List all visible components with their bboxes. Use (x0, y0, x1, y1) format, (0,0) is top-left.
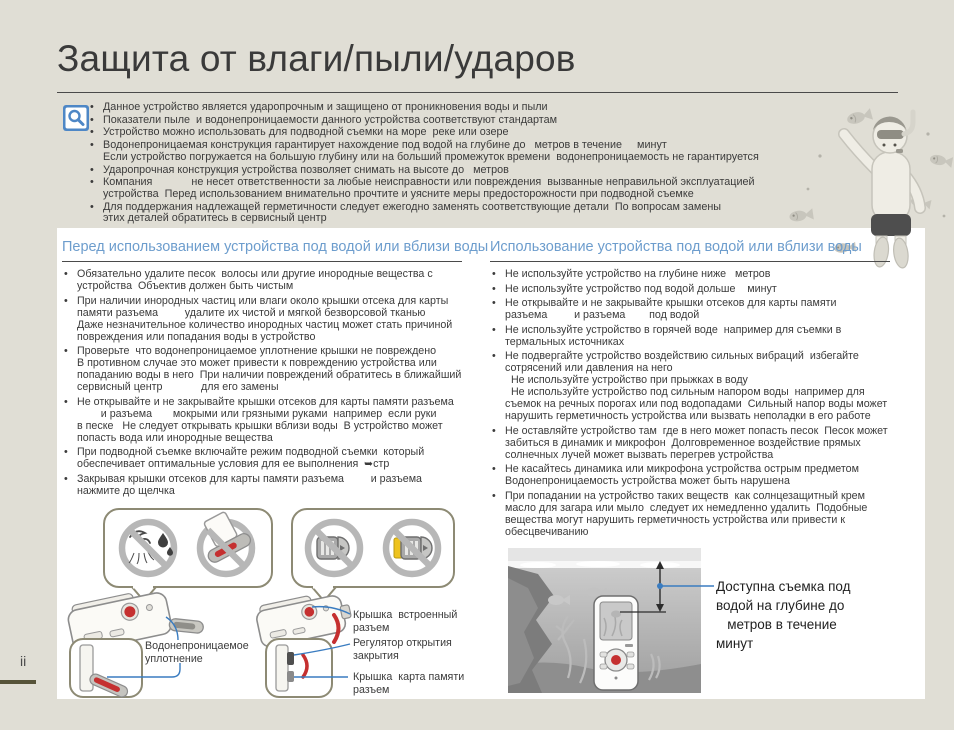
no-plug-wet-icon (386, 522, 438, 574)
intro-bullet: • Данное устройство является ударопрочным и защищено от проникновения воды и пыли (88, 102, 800, 114)
during-use-bullet: • Не открывайте и не закрывайте крышки отсеков для карты памяти разъема и разъема под водой (490, 297, 902, 321)
depth-caption: Доступна съемка под водой на глубине до метров в течение минут (716, 579, 851, 651)
section-heading-during-use: Использование устройства под водой или вблизи воды (490, 239, 862, 255)
camera-front-view (594, 596, 638, 690)
heading-rule (62, 261, 462, 262)
no-sand-water-panel (104, 507, 272, 601)
page-number: ii (20, 653, 27, 669)
footer-bar (0, 680, 36, 684)
during-use-bullet: • При попадании на устройство таких веществ как солнцезащитный крем масло для загара или мыло следует их немедленно удалить Подобные вещества могут нарушить герметичность устройства или привести к обесцвечиванию (490, 490, 902, 538)
intro-bullet: • Показатели пыле и водонепроницаемости данного устройства соответствуют стандартам (88, 115, 800, 127)
camera-diagrams (60, 503, 490, 703)
before-use-list (62, 268, 474, 499)
latch-knob (287, 652, 294, 665)
flipper (892, 237, 910, 269)
label-waterproof-seal: Водонепроницаемое уплотнение (145, 640, 249, 665)
fish-icon (929, 153, 953, 168)
during-use-bullet: • Не подвергайте устройство воздействию сильных вибраций избегайте сотрясений или давления на него Не используйте устройство при прыжках в воду Не используйте устройство под сильным напором воды например для съемок на речных порогах или под водопадами Сильный напор воды может нарушить герметичность устройства или вызвать неполадки в его работе (490, 350, 902, 422)
latch-detail-box (266, 639, 332, 697)
before-use-bullet: • При подводной съемке включайте режим подводной съемки который обеспечивает оптимальные условия для ее выполнения ➥стр (62, 446, 474, 470)
no-sand-water-icon (122, 522, 174, 574)
swim-trunks (871, 214, 911, 236)
intro-bullet: • Для поддержания надлежащей герметичности следует ежегодно заменять соответствующие детали По вопросам замены этих деталей обратитесь в сервисный центр (88, 202, 800, 225)
intro-bullet: • Устройство можно использовать для подводной съемки на море реке или озере (88, 127, 800, 139)
section-heading-before-use: Перед использованием устройства под водой или вблизи воды (62, 239, 489, 255)
before-use-bullet: • Обязательно удалите песок волосы или другие инородные вещества с устройства Объектив должен быть чистым (62, 268, 474, 292)
flipper (872, 236, 890, 268)
before-use-bullet: • Закрывая крышки отсеков для карты памяти разъема и разъема нажмите до щелчка (62, 473, 474, 497)
fish-icon (846, 108, 873, 126)
before-use-bullet: • Не открывайте и не закрывайте крышки отсеков для карты памяти разъема и разъема мокрыми или грязными руками например если руки в песке Не следует открывать крышки вблизи воды В устройство может попасть вода или инородные вещества (62, 396, 474, 444)
before-use-bullet: • Проверьте что водонепроницаемое уплотнение крышки не повреждено В противном случае это может привести к повреждению устройства или попаданию воды в него При наличии повреждений обратитесь в ближайший сервисный центр для его замены (62, 345, 474, 393)
page-title: Защита от влаги/пыли/ударов (57, 38, 576, 79)
during-use-bullet: • Не используйте устройство в горячей воде например для съемки в термальных источниках (490, 324, 902, 348)
fish-icon (789, 208, 814, 223)
seal-detail-box (70, 639, 142, 699)
underwater-photo (508, 548, 714, 693)
heading-rule (490, 261, 890, 262)
during-use-bullet: • Не касайтесь динамика или микрофона устройства острым предметом Водонепроницаемость устройства может быть нарушена (490, 463, 902, 487)
during-use-list (490, 268, 902, 540)
magnifier-note-icon (63, 105, 89, 131)
intro-bullet: • Компания не несет ответственности за любые неисправности или повреждения вызванные неправильной эксплуатацией устройства Перед использованием внимательно прочтите и уясните меры предосторожности при подводной съемке (88, 177, 800, 200)
dive-mask (877, 130, 904, 139)
during-use-bullet: • Не оставляйте устройство там где в него может попасть песок Песок может забиться в динамик и микрофон Долговременное воздействие прямых солнечных лучей может вызвать перегрев устройства (490, 425, 902, 461)
no-plug-panel (292, 509, 454, 601)
intro-bullet: • Водонепроницаемая конструкция гарантирует нахождение под водой на глубине до метров в течение минут Если устройство погружается на большую глубину или на больший промежуток времени водонепроницаемость не гарантируется (88, 140, 800, 163)
label-cover-builtin-jack: Крышка встроенный разъем (353, 609, 458, 634)
intro-list (88, 102, 800, 226)
no-plug-icon (308, 522, 360, 574)
label-open-close-regulator: Регулятор открытия закрытия (353, 637, 452, 662)
before-use-bullet: • При наличии инородных частиц или влаги около крышки отсека для карты памяти разъема удалите их чистой и мягкой безворсовой тканью Даже незначительное количество инородных частиц может стать причиной повреждения или попадания воды в устройство (62, 295, 474, 343)
during-use-bullet: • Не используйте устройство под водой дольше минут (490, 283, 902, 295)
title-rule (57, 92, 898, 93)
record-button (611, 655, 621, 665)
intro-bullet: • Ударопрочная конструкция устройства позволяет снимать на высоте до метров (88, 165, 800, 177)
label-cover-memory-card: Крышка карта памяти разъем (353, 671, 465, 696)
during-use-bullet: • Не используйте устройство на глубине ниже метров (490, 268, 902, 280)
